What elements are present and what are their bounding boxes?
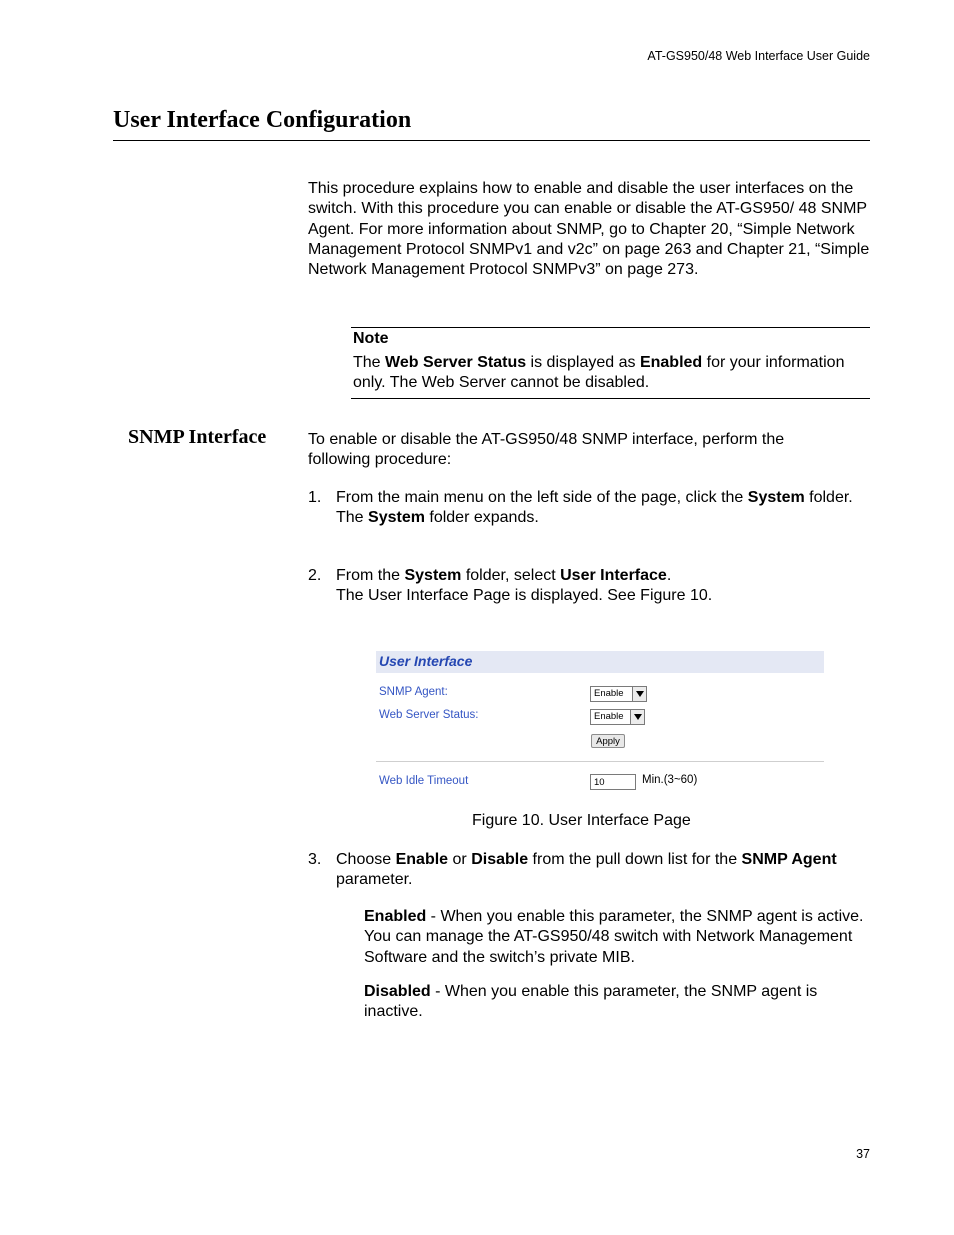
step-1-text: From the main menu on the left side of the page, click the System folder. The System folder expands.: [336, 489, 853, 527]
chevron-down-icon[interactable]: [630, 710, 644, 724]
snmp-interface-title: SNMP Interface: [128, 426, 267, 448]
note-box: [351, 327, 870, 399]
note-text: The Web Server Status is displayed as Enabled for your information only. The Web Server cannot be disabled.: [353, 354, 845, 392]
section-title: User Interface Configuration: [113, 107, 412, 133]
snmp-agent-label: SNMP Agent:: [379, 686, 448, 698]
web-server-status-label: Web Server Status:: [379, 709, 479, 721]
figure-divider: [376, 761, 824, 762]
apply-button[interactable]: Apply: [591, 734, 625, 748]
web-idle-timeout-input[interactable]: 10: [590, 774, 636, 790]
intro-paragraph: This procedure explains how to enable and disable the user interfaces on the switch. With this procedure you can enable or disable the AT-GS950/ 48 SNMP Agent. For more information about SNMP, go to Chapter 20, “Simple Network Management Protocol SNMPv1 and v2c” on page 263 and Chapter 21, “Simple Network Management Protocol SNMPv3” on page 273.: [308, 180, 870, 279]
chevron-down-icon[interactable]: [632, 687, 646, 701]
step-2-text: From the System folder, select User Interface. The User Interface Page is displayed. See Figure 10.: [336, 567, 713, 605]
figure-caption: Figure 10. User Interface Page: [472, 812, 691, 829]
running-header: AT-GS950/48 Web Interface User Guide: [647, 49, 870, 63]
step-number: 3.: [308, 851, 322, 868]
timeout-unit-label: Min.(3~60): [642, 774, 698, 786]
title-divider: [113, 140, 870, 141]
page-number: 37: [856, 1147, 870, 1161]
disabled-description: Disabled - When you enable this parameter, the SNMP agent is inactive.: [364, 983, 818, 1021]
step-3-text: Choose Enable or Disable from the pull down list for the SNMP Agent parameter.: [336, 851, 837, 889]
snmp-intro-paragraph: To enable or disable the AT-GS950/48 SNMP interface, perform the following procedure:: [308, 431, 785, 469]
note-label: Note: [353, 330, 389, 347]
figure-header-title: User Interface: [379, 653, 473, 669]
web-server-status-select[interactable]: Enable: [590, 709, 645, 725]
step-number: 1.: [308, 489, 322, 506]
step-number: 2.: [308, 567, 322, 584]
enabled-description: Enabled - When you enable this parameter, the SNMP agent is active. You can manage the AT-GS950/48 switch with Network Management Software and the switch’s private MIB.: [364, 908, 864, 966]
user-interface-figure: [370, 646, 830, 798]
web-idle-timeout-label: Web Idle Timeout: [379, 775, 469, 787]
figure-header-bar: [376, 651, 824, 673]
snmp-agent-select[interactable]: Enable: [590, 686, 647, 702]
